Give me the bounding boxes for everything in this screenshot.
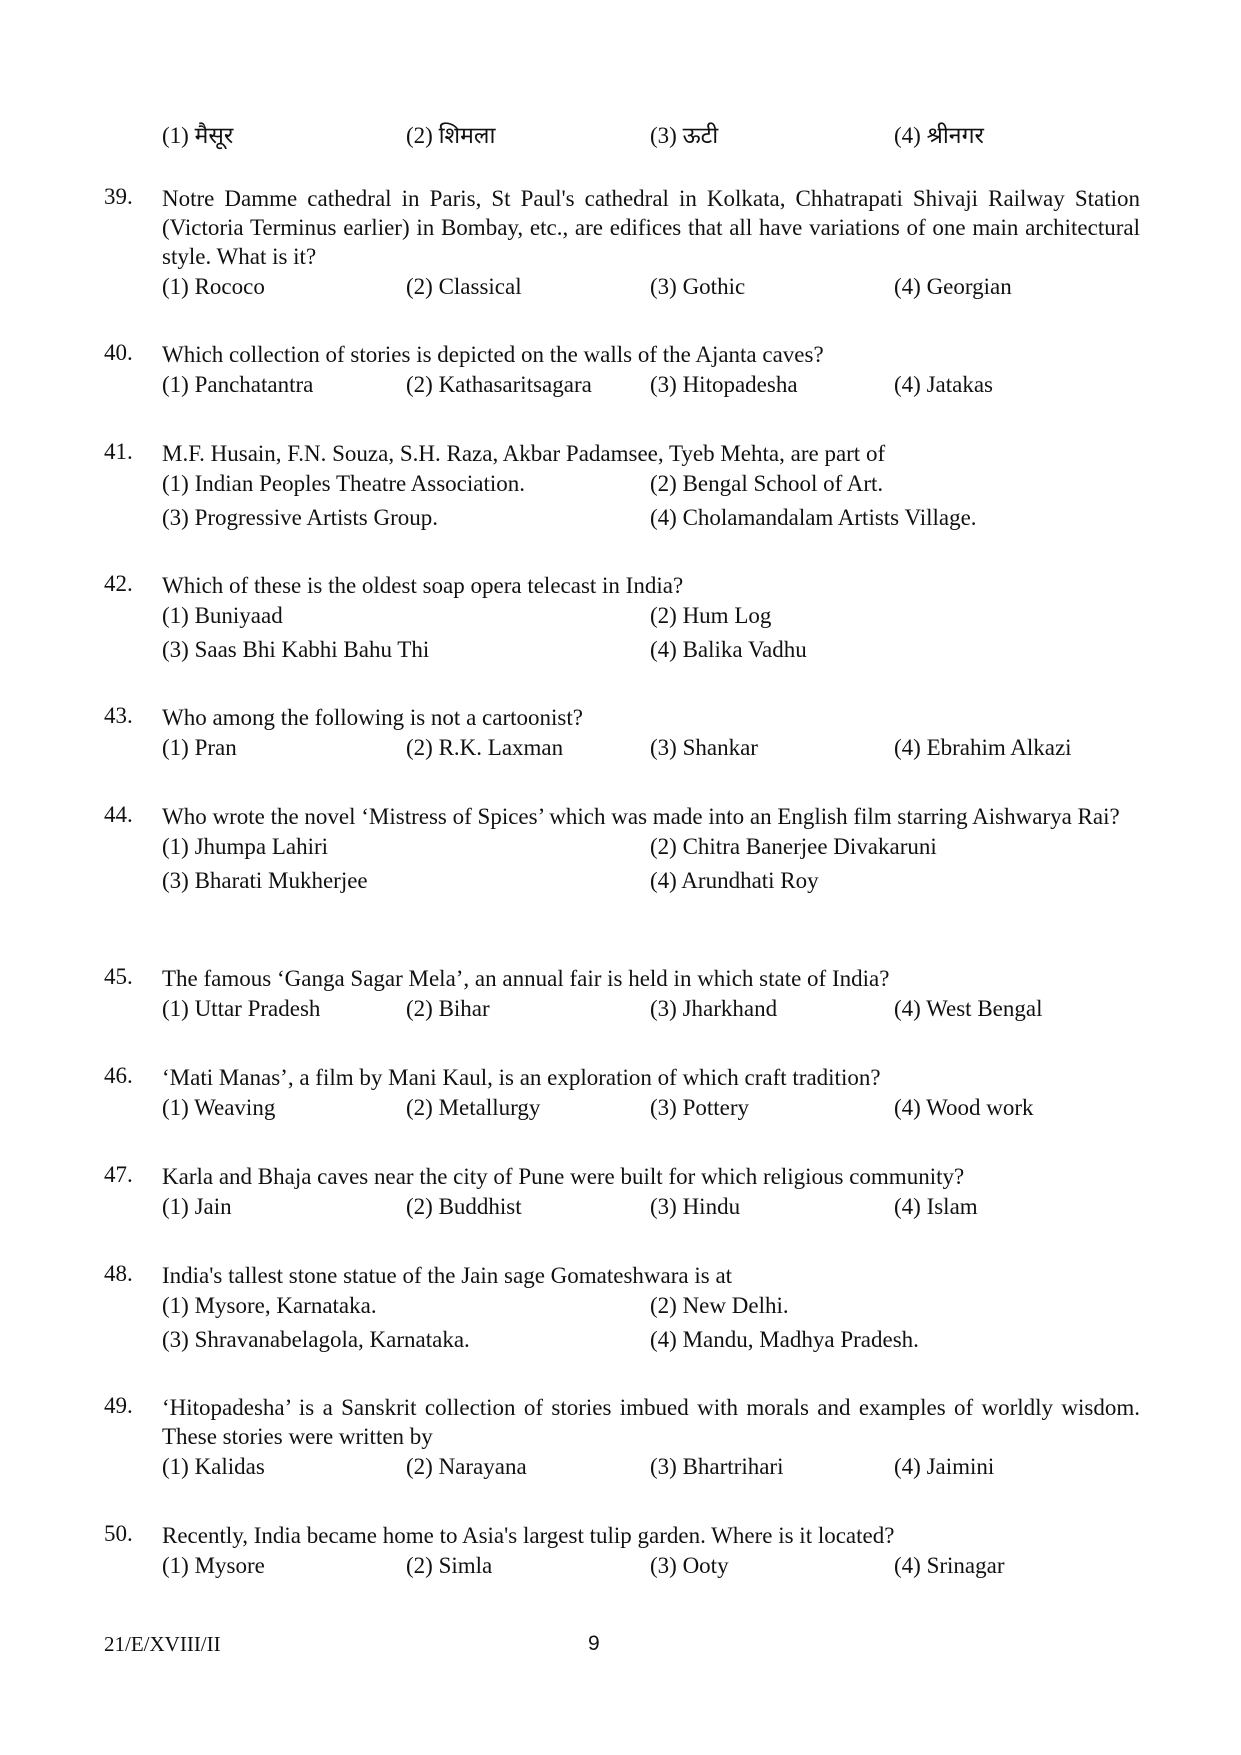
- question-text: Who wrote the novel ‘Mistress of Spices’ which was made into an English film starring Aishwarya Rai?: [162, 804, 1120, 829]
- option-3: (3) Pottery: [650, 1095, 750, 1120]
- question-number: 48.: [104, 1261, 133, 1286]
- option-4: (4) Srinagar: [894, 1553, 1005, 1578]
- question-text: Notre Damme cathedral in Paris, St Paul's cathedral in Kolkata, Chhatrapati Shivaji Railway Station (Victoria Terminus earlier) in Bombay, etc., are edifices that all have variations of one main architectural style. What is it?: [162, 186, 1140, 269]
- option-2: (2) Narayana: [406, 1454, 527, 1479]
- option-4: (4) Jaimini: [894, 1454, 995, 1479]
- option-1: (1) Kalidas: [162, 1454, 265, 1479]
- question-42: [104, 571, 1140, 665]
- option-3: (3) Bhartrihari: [650, 1454, 784, 1479]
- option-1: (1) Pran: [162, 735, 237, 760]
- option-3: (3) Saas Bhi Kabhi Bahu Thi: [162, 637, 430, 662]
- question-45: [104, 964, 1140, 1024]
- option-4: (4) West Bengal: [894, 996, 1043, 1021]
- option-3: (3) Gothic: [650, 274, 746, 299]
- option-2: (2) Kathasaritsagara: [406, 372, 592, 397]
- option-2: (2) शिमला: [406, 123, 496, 148]
- option-3: (3) ऊटी: [650, 123, 719, 148]
- option-4: (4) Cholamandalam Artists Village.: [650, 505, 977, 530]
- option-3: (3) Shravanabelagola, Karnataka.: [162, 1327, 470, 1352]
- question-text: ‘Hitopadesha’ is a Sanskrit collection of stories imbued with morals and examples of worldly wisdom. These stories were written by: [162, 1395, 1140, 1449]
- question-40: [104, 340, 1140, 400]
- question-number: 49.: [104, 1393, 133, 1418]
- option-3: (3) Progressive Artists Group.: [162, 505, 438, 530]
- question-number: 41.: [104, 439, 133, 464]
- option-3: (3) Bharati Mukherjee: [162, 868, 368, 893]
- question-46: [104, 1063, 1140, 1123]
- question-text: ‘Mati Manas’, a film by Mani Kaul, is an exploration of which craft tradition?: [162, 1065, 881, 1090]
- option-1: (1) Rococo: [162, 274, 265, 299]
- option-2: (2) Hum Log: [650, 603, 772, 628]
- option-1: (1) Mysore, Karnataka.: [162, 1293, 377, 1318]
- option-4: (4) Islam: [894, 1194, 978, 1219]
- question-number: 44.: [104, 802, 133, 827]
- option-2: (2) Bihar: [406, 996, 490, 1021]
- option-2: (2) Buddhist: [406, 1194, 522, 1219]
- option-1: (1) Jhumpa Lahiri: [162, 834, 329, 859]
- option-2: (2) R.K. Laxman: [406, 735, 564, 760]
- option-2: (2) New Delhi.: [650, 1293, 789, 1318]
- question-50: [104, 1521, 1140, 1581]
- question-text: The famous ‘Ganga Sagar Mela’, an annual fair is held in which state of India?: [162, 966, 890, 991]
- question-text: Karla and Bhaja caves near the city of Pune were built for which religious community?: [162, 1164, 965, 1189]
- option-4: (4) Ebrahim Alkazi: [894, 735, 1072, 760]
- option-2: (2) Simla: [406, 1553, 493, 1578]
- footer-code: 21/E/XVIII/II: [104, 1632, 221, 1656]
- option-4: (4) Jatakas: [894, 372, 993, 397]
- option-2: (2) Classical: [406, 274, 522, 299]
- question-number: 45.: [104, 964, 133, 989]
- question-44: [104, 802, 1140, 896]
- option-2: (2) Metallurgy: [406, 1095, 541, 1120]
- option-4: (4) Arundhati Roy: [650, 868, 819, 893]
- question-number: 50.: [104, 1521, 133, 1546]
- option-3: (3) Shankar: [650, 735, 758, 760]
- question-49: [104, 1393, 1140, 1482]
- question-39: [104, 184, 1140, 302]
- question-text: Recently, India became home to Asia's largest tulip garden. Where is it located?: [162, 1523, 895, 1548]
- question-number: 43.: [104, 703, 133, 728]
- question-text: Which of these is the oldest soap opera telecast in India?: [162, 573, 684, 598]
- option-3: (3) Hitopadesha: [650, 372, 798, 397]
- option-3: (3) Jharkhand: [650, 996, 778, 1021]
- option-2: (2) Bengal School of Art.: [650, 471, 884, 496]
- option-4: (4) Wood work: [894, 1095, 1034, 1120]
- option-1: (1) Weaving: [162, 1095, 276, 1120]
- question-43: [104, 703, 1140, 763]
- page-number: 9: [588, 1632, 600, 1655]
- option-3: (3) Hindu: [650, 1194, 741, 1219]
- option-4: (4) श्रीनगर: [894, 123, 984, 148]
- question-text: M.F. Husain, F.N. Souza, S.H. Raza, Akbar Padamsee, Tyeb Mehta, are part of: [162, 441, 886, 466]
- question-number: 39.: [104, 184, 133, 209]
- hindi-options-row: [104, 120, 1140, 151]
- question-41: [104, 439, 1140, 533]
- option-1: (1) Panchatantra: [162, 372, 314, 397]
- question-number: 46.: [104, 1063, 133, 1088]
- option-4: (4) Mandu, Madhya Pradesh.: [650, 1327, 919, 1352]
- question-text: India's tallest stone statue of the Jain sage Gomateshwara is at: [162, 1263, 733, 1288]
- question-text: Which collection of stories is depicted on the walls of the Ajanta caves?: [162, 342, 824, 367]
- option-1: (1) मैसूर: [162, 123, 234, 148]
- question-number: 47.: [104, 1162, 133, 1187]
- option-2: (2) Chitra Banerjee Divakaruni: [650, 834, 937, 859]
- question-47: [104, 1162, 1140, 1222]
- option-4: (4) Balika Vadhu: [650, 637, 807, 662]
- option-4: (4) Georgian: [894, 274, 1012, 299]
- option-3: (3) Ooty: [650, 1553, 729, 1578]
- question-text: Who among the following is not a cartoonist?: [162, 705, 583, 730]
- question-number: 40.: [104, 340, 133, 365]
- question-48: [104, 1261, 1140, 1355]
- option-1: (1) Jain: [162, 1194, 232, 1219]
- option-1: (1) Uttar Pradesh: [162, 996, 321, 1021]
- option-1: (1) Buniyaad: [162, 603, 283, 628]
- question-number: 42.: [104, 571, 133, 596]
- option-1: (1) Mysore: [162, 1553, 265, 1578]
- option-1: (1) Indian Peoples Theatre Association.: [162, 471, 526, 496]
